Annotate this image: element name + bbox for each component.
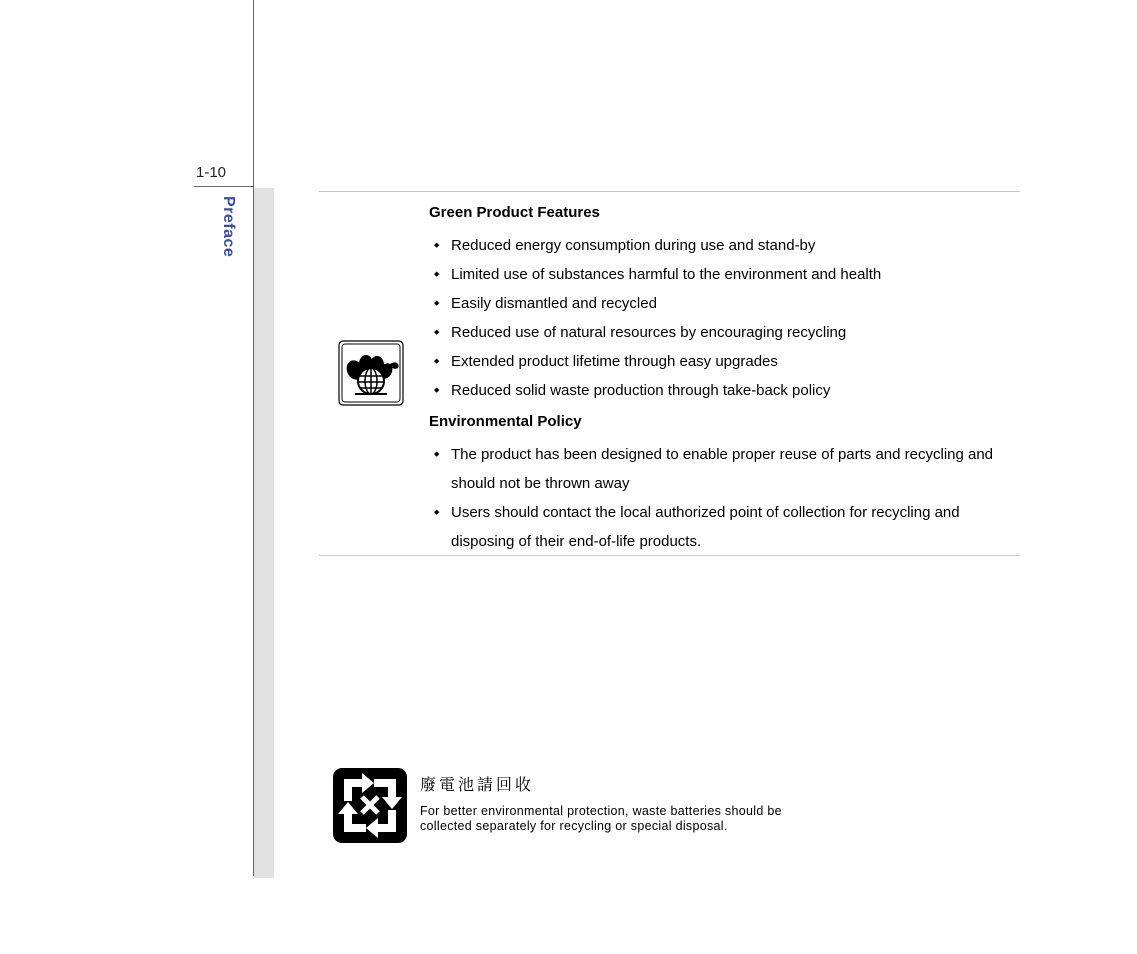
green-product-hands-globe-icon xyxy=(338,340,404,406)
main-content xyxy=(429,202,1014,556)
environmental-policy-heading: Environmental Policy xyxy=(429,413,582,430)
battery-notice-line-1: For better environmental protection, waste batteries should be xyxy=(420,804,782,818)
list-item: ◆ The product has been designed to enable proper reuse of parts and recycling and should not be thrown away xyxy=(429,440,1014,498)
list-item: ◆ Reduced energy consumption during use and stand-by xyxy=(429,231,1014,260)
side-bar xyxy=(254,188,274,878)
green-features-list xyxy=(429,231,1014,405)
list-item: ◆ Limited use of substances harmful to the environment and health xyxy=(429,260,1014,289)
green-features-heading: Green Product Features xyxy=(429,204,600,221)
page-number: 1-10 xyxy=(196,164,227,181)
battery-notice-line-2: collected separately for recycling or special disposal. xyxy=(420,819,728,833)
environmental-policy-list xyxy=(429,440,1014,556)
section-label: Preface xyxy=(220,196,237,258)
page-number-rule xyxy=(194,186,254,187)
list-item: ◆ Reduced use of natural resources by encouraging recycling xyxy=(429,318,1014,347)
battery-notice-title: 廢電池請回收 xyxy=(420,775,535,794)
list-item: ◆ Users should contact the local authorized point of collection for recycling and disposing of their end-of-life products. xyxy=(429,498,1014,556)
top-rule xyxy=(319,191,1020,192)
list-item: ◆ Easily dismantled and recycled xyxy=(429,289,1014,318)
list-item: ◆ Reduced solid waste production through take-back policy xyxy=(429,376,1014,405)
battery-recycle-icon xyxy=(332,767,408,844)
list-item: ◆ Extended product lifetime through easy upgrades xyxy=(429,347,1014,376)
battery-notice xyxy=(420,774,860,834)
